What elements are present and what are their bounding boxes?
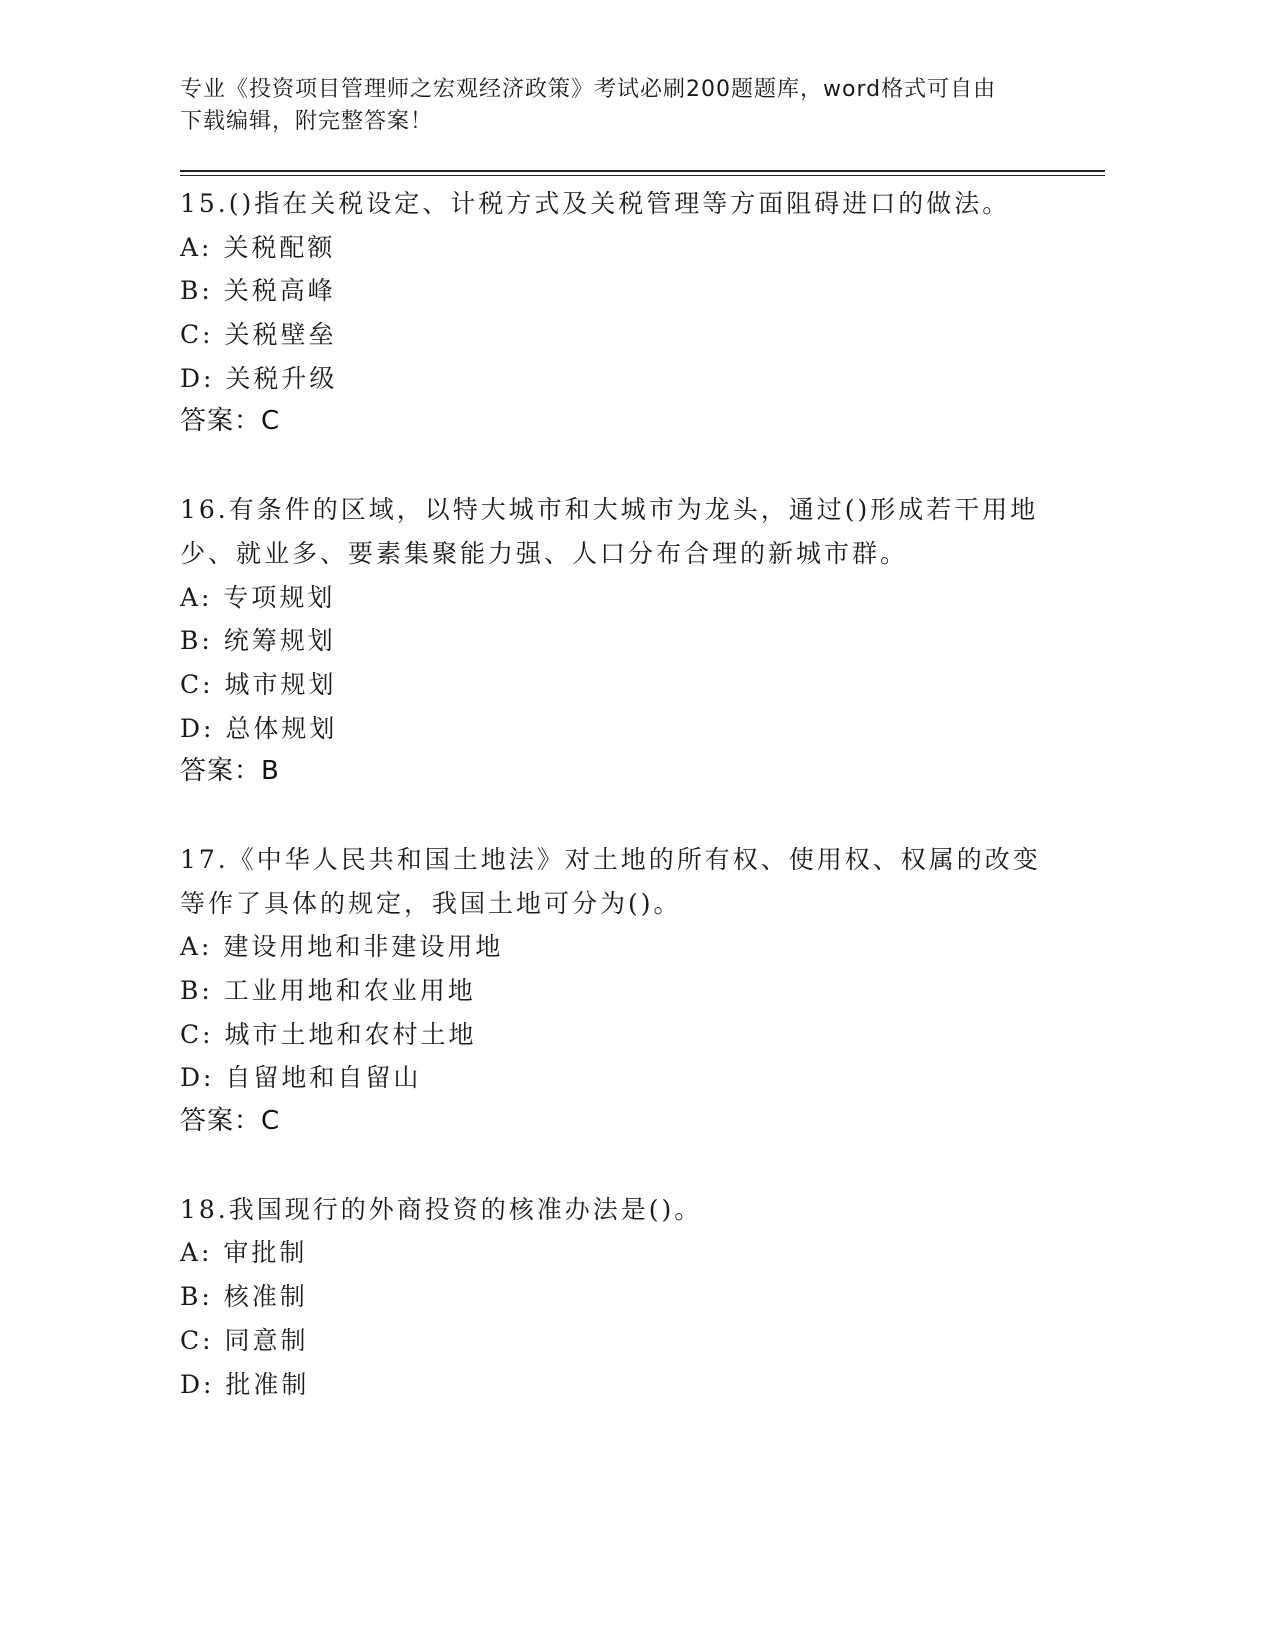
header-rule-thick (180, 170, 1105, 172)
option-b: B: 工业用地和农业用地 (180, 976, 476, 1005)
option-c: C: 同意制 (180, 1325, 309, 1355)
answer-label: 答案：C (180, 406, 281, 437)
option-d: D: 自留地和自留山 (180, 1063, 422, 1093)
question-stem-line-2: 等作了具体的规定，我国土地可分为()。 (180, 888, 682, 918)
question-stem-line-2: 少、就业多、要素集聚能力强、人口分布合理的新城市群。 (180, 538, 909, 568)
option-a: A: 专项规划 (180, 582, 336, 612)
document-header (180, 74, 1040, 138)
option-d: D: 批准制 (180, 1369, 310, 1399)
option-a: A: 审批制 (180, 1238, 308, 1268)
header-line-2: 下载编辑，附完整答案！ (180, 109, 434, 134)
question-stem: 15.()指在关税设定、计税方式及关税管理等方面阻碍进口的做法。 (180, 189, 1011, 218)
option-d: D: 总体规划 (180, 713, 338, 743)
option-c: C: 城市规划 (180, 669, 337, 699)
option-b: B: 统筹规划 (180, 626, 336, 656)
question-16 (180, 488, 1050, 794)
option-c: C: 城市土地和农村土地 (180, 1019, 477, 1049)
option-d: D: 关税升级 (180, 363, 338, 393)
question-list (180, 182, 1050, 1406)
question-stem: 18.我国现行的外商投资的核准办法是()。 (180, 1194, 703, 1224)
option-a: A: 建设用地和非建设用地 (180, 932, 504, 962)
question-17 (180, 838, 1050, 1144)
option-b: B: 核准制 (180, 1282, 308, 1312)
option-b: B: 关税高峰 (180, 276, 336, 306)
option-a: A: 关税配额 (180, 232, 336, 262)
option-c: C: 关税壁垒 (180, 320, 337, 350)
question-18 (180, 1188, 1050, 1406)
header-line-1: 专业《投资项目管理师之宏观经济政策》考试必刷200题题库，word格式可自由 (180, 77, 997, 102)
answer-label: 答案：C (180, 1106, 281, 1137)
header-rule-thin (180, 175, 1105, 176)
question-15 (180, 182, 1050, 444)
question-stem-line-1: 16.有条件的区域，以特大城市和大城市为龙头，通过()形成若干用地 (180, 495, 1039, 525)
answer-label: 答案：B (180, 756, 280, 787)
question-stem-line-1: 17.《中华人民共和国土地法》对土地的所有权、使用权、权属的改变 (180, 844, 1041, 874)
